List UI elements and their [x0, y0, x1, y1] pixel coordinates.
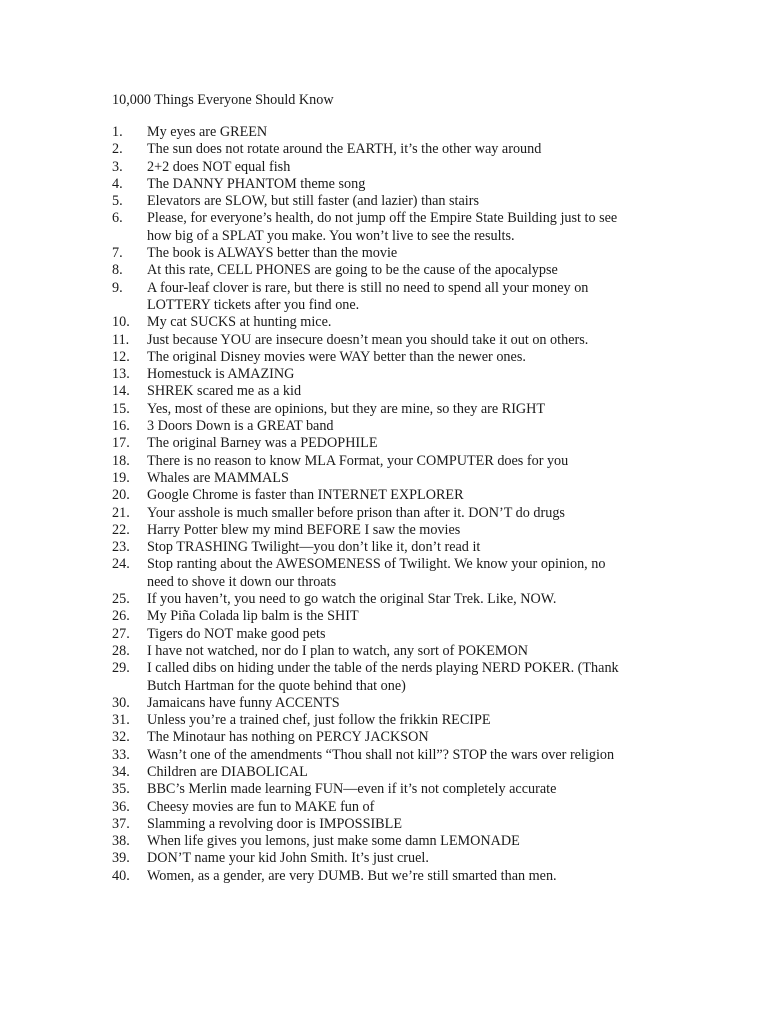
list-item-number: 3.: [112, 158, 123, 175]
list-item-text: Slamming a revolving door is IMPOSSIBLE: [147, 815, 402, 832]
list-item: [112, 522, 652, 539]
document-title: 10,000 Things Everyone Should Know: [112, 92, 334, 108]
list-item-text: Children are DIABOLICAL: [147, 763, 308, 780]
list-item: [112, 366, 652, 383]
list-item-number: 34.: [112, 763, 130, 780]
list-item: [112, 280, 652, 315]
list-item: [112, 591, 652, 608]
list-item: [112, 643, 652, 660]
list-item-number: 21.: [112, 504, 130, 521]
list-item: [112, 608, 652, 625]
list-item-number: 15.: [112, 400, 130, 417]
list-item-text: Stop TRASHING Twilight—you don’t like it, don’t read it: [147, 539, 481, 556]
list-item-number: 8.: [112, 262, 123, 279]
list-item-text: Unless you’re a trained chef, just follow the frikkin RECIPE: [147, 712, 491, 729]
list-item: [112, 262, 652, 279]
list-item-text: The DANNY PHANTOM theme song: [147, 175, 366, 192]
list-item-text: Elevators are SLOW, but still faster (and lazier) than stairs: [147, 193, 479, 210]
list-item-text: 2+2 does NOT equal fish: [147, 158, 291, 175]
list-item-text: My eyes are GREEN: [147, 124, 268, 140]
list-item-text: Harry Potter blew my mind BEFORE I saw the movies: [147, 521, 461, 538]
list-item-number: 24.: [112, 556, 130, 573]
list-item: [112, 418, 652, 435]
list-item-number: 6.: [112, 210, 123, 227]
list-item-number: 19.: [112, 469, 130, 486]
list-item-number: 4.: [112, 175, 123, 192]
list-item-text: Just because YOU are insecure doesn’t mean you should take it out on others.: [147, 331, 589, 348]
list-item-number: 17.: [112, 435, 130, 452]
list-item: [112, 833, 652, 850]
list-item: [112, 729, 652, 746]
list-item-number: 30.: [112, 694, 130, 711]
list-item-number: 12.: [112, 348, 130, 365]
numbered-list: [112, 124, 652, 885]
list-item: [112, 660, 652, 695]
list-item-text: The Minotaur has nothing on PERCY JACKSON: [147, 729, 429, 746]
list-item-number: 23.: [112, 539, 130, 556]
list-item-number: 18.: [112, 452, 130, 469]
list-item-number: 40.: [112, 867, 130, 884]
list-item-text: My cat SUCKS at hunting mice.: [147, 314, 332, 331]
list-item: [112, 556, 652, 591]
list-item-number: 11.: [112, 331, 130, 348]
list-item-text: My Piña Colada lip balm is the SHIT: [147, 608, 359, 625]
list-item-text: I called dibs on hiding under the table of the nerds playing NERD POKER. (Thank Butch Hartman for the quote behind that one): [147, 660, 619, 694]
list-item-number: 1.: [112, 124, 123, 140]
list-item: [112, 193, 652, 210]
list-item-text: Please, for everyone’s health, do not jump off the Empire State Building just to see how big of a SPLAT you make. You won’t live to see the results.: [147, 210, 618, 244]
list-item-number: 29.: [112, 660, 130, 677]
list-item-text: If you haven’t, you need to go watch the original Star Trek. Like, NOW.: [147, 591, 557, 608]
list-item-number: 26.: [112, 608, 130, 625]
list-item-number: 35.: [112, 781, 130, 798]
list-item-text: Google Chrome is faster than INTERNET EXPLORER: [147, 487, 464, 504]
list-item: [112, 383, 652, 400]
list-item: [112, 505, 652, 522]
list-item-text: Homestuck is AMAZING: [147, 366, 295, 383]
list-item-number: 16.: [112, 418, 130, 435]
list-item: [112, 816, 652, 833]
list-item: [112, 210, 652, 245]
list-item-text: DON’T name your kid John Smith. It’s just cruel.: [147, 850, 429, 867]
list-item-number: 13.: [112, 366, 130, 383]
list-item: [112, 245, 652, 262]
list-item-number: 5.: [112, 193, 123, 210]
list-item: [112, 470, 652, 487]
list-item-number: 14.: [112, 383, 130, 400]
list-item-text: The sun does not rotate around the EARTH, it’s the other way around: [147, 141, 542, 158]
list-item: [112, 868, 652, 885]
list-item-text: Stop ranting about the AWESOMENESS of Twilight. We know your opinion, no need to shove it down our throats: [147, 556, 606, 590]
list-item: [112, 349, 652, 366]
list-item: [112, 799, 652, 816]
list-item-text: There is no reason to know MLA Format, your COMPUTER does for you: [147, 452, 569, 469]
list-item-number: 2.: [112, 141, 123, 158]
list-item-number: 38.: [112, 833, 130, 850]
list-item: [112, 435, 652, 452]
list-item-text: I have not watched, nor do I plan to watch, any sort of POKEMON: [147, 642, 529, 659]
list-item-number: 36.: [112, 798, 130, 815]
list-item-text: Your asshole is much smaller before prison than after it. DON’T do drugs: [147, 504, 565, 521]
list-item-number: 10.: [112, 314, 130, 331]
list-item-number: 25.: [112, 591, 130, 608]
list-item: [112, 781, 652, 798]
list-item: [112, 539, 652, 556]
list-item-number: 33.: [112, 746, 130, 763]
list-item: [112, 695, 652, 712]
list-item-text: 3 Doors Down is a GREAT band: [147, 418, 334, 435]
list-item: [112, 747, 652, 764]
list-item-text: BBC’s Merlin made learning FUN—even if it’s not completely accurate: [147, 781, 557, 798]
list-item-text: At this rate, CELL PHONES are going to be the cause of the apocalypse: [147, 262, 558, 279]
list-item: [112, 712, 652, 729]
list-item-text: Yes, most of these are opinions, but they are mine, so they are RIGHT: [147, 400, 546, 417]
list-item-number: 27.: [112, 625, 130, 642]
list-item-text: The original Disney movies were WAY better than the newer ones.: [147, 348, 526, 365]
list-item: [112, 332, 652, 349]
list-item-number: 9.: [112, 279, 123, 296]
list-item-number: 20.: [112, 487, 130, 504]
list-item: [112, 487, 652, 504]
list-item-text: A four-leaf clover is rare, but there is still no need to spend all your money on LOTTERY tickets after you find one.: [147, 279, 589, 313]
list-item: [112, 314, 652, 331]
list-item-text: Cheesy movies are fun to MAKE fun of: [147, 798, 375, 815]
list-item: [112, 176, 652, 193]
list-item-number: 37.: [112, 815, 130, 832]
list-item-text: When life gives you lemons, just make some damn LEMONADE: [147, 833, 520, 850]
list-item-text: Wasn’t one of the amendments “Thou shall not kill”? STOP the wars over religion: [147, 746, 615, 763]
list-item-text: Whales are MAMMALS: [147, 469, 289, 486]
list-item-text: Women, as a gender, are very DUMB. But we’re still smarted than men.: [147, 867, 557, 884]
list-item: [112, 401, 652, 418]
list-item-number: 28.: [112, 642, 130, 659]
list-item-text: Tigers do NOT make good pets: [147, 625, 326, 642]
list-item-text: Jamaicans have funny ACCENTS: [147, 694, 340, 711]
list-item: [112, 124, 652, 141]
list-item: [112, 141, 652, 158]
list-item: [112, 626, 652, 643]
list-item: [112, 764, 652, 781]
list-item-number: 32.: [112, 729, 130, 746]
list-item: [112, 159, 652, 176]
list-item-number: 31.: [112, 712, 130, 729]
list-item-number: 39.: [112, 850, 130, 867]
list-item: [112, 453, 652, 470]
list-item-number: 22.: [112, 521, 130, 538]
list-item: [112, 850, 652, 867]
list-item-text: SHREK scared me as a kid: [147, 383, 302, 400]
list-item-number: 7.: [112, 245, 123, 262]
list-item-text: The book is ALWAYS better than the movie: [147, 245, 398, 262]
list-item-text: The original Barney was a PEDOPHILE: [147, 435, 378, 452]
